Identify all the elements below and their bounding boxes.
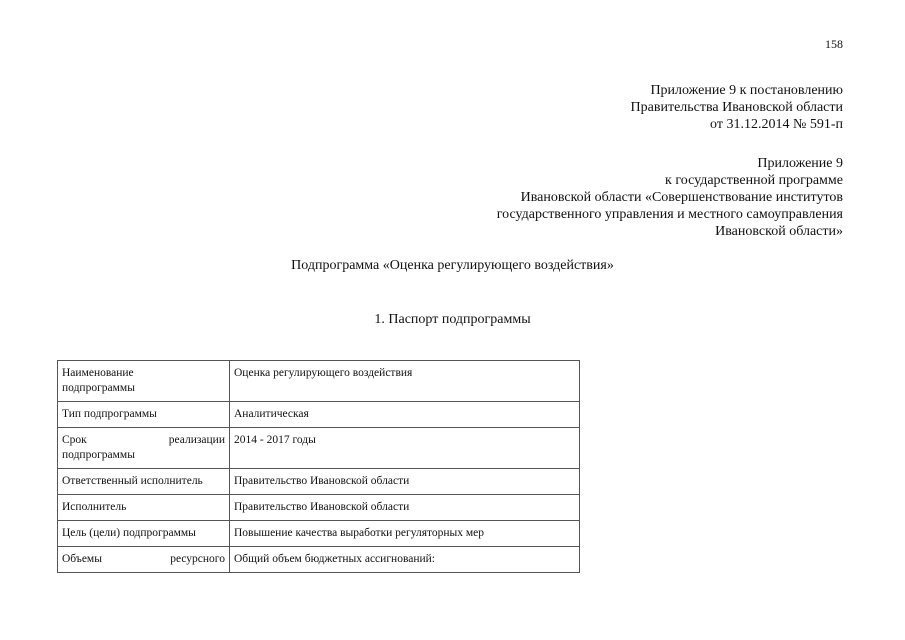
row-value: Повышение качества выработки регуляторных мер xyxy=(230,521,580,547)
appendix-program-line: государственного управления и местного самоуправления xyxy=(496,207,843,222)
row-value: 2014 - 2017 годы xyxy=(230,428,580,469)
row-label: Тип подпрограммы xyxy=(58,402,230,428)
appendix-program-line: Ивановской области «Совершенствование институтов xyxy=(520,190,843,205)
row-value: Правительство Ивановской области xyxy=(230,495,580,521)
row-value: Общий объем бюджетных ассигнований: xyxy=(230,547,580,573)
row-label: Исполнитель xyxy=(58,495,230,521)
row-label-line: Срок реализации xyxy=(62,434,225,446)
appendix-decree-line: Правительства Ивановской области xyxy=(630,100,843,115)
passport-table xyxy=(57,360,580,573)
row-value: Аналитическая xyxy=(230,402,580,428)
section-title: 1. Паспорт подпрограммы xyxy=(374,312,531,327)
table-row xyxy=(58,402,580,428)
row-label-line: подпрограммы xyxy=(62,382,135,394)
table-row xyxy=(58,361,580,402)
row-label: Цель (цели) подпрограммы xyxy=(58,521,230,547)
subprogram-title: Подпрограмма «Оценка регулирующего воздействия» xyxy=(291,258,614,273)
row-label: Объемы ресурсного xyxy=(58,547,230,573)
appendix-program-line: к государственной программе xyxy=(665,173,843,188)
appendix-decree-line: от 31.12.2014 № 591-п xyxy=(710,117,843,132)
appendix-decree-header xyxy=(631,82,843,133)
row-value: Правительство Ивановской области xyxy=(230,469,580,495)
table-row xyxy=(58,521,580,547)
page-number: 158 xyxy=(825,37,843,51)
table-row xyxy=(58,547,580,573)
table-row xyxy=(58,495,580,521)
table-row xyxy=(58,428,580,469)
table-row xyxy=(58,469,580,495)
appendix-program-line: Ивановской области» xyxy=(715,224,843,239)
row-label-line: Наименование xyxy=(62,367,134,379)
appendix-decree-line: Приложение 9 к постановлению xyxy=(650,83,843,98)
row-label xyxy=(58,361,230,402)
appendix-program-line: Приложение 9 xyxy=(757,156,843,171)
row-label xyxy=(58,428,230,469)
appendix-program-header xyxy=(497,155,843,240)
row-value: Оценка регулирующего воздействия xyxy=(230,361,580,402)
row-label: Ответственный исполнитель xyxy=(58,469,230,495)
row-label-line: подпрограммы xyxy=(62,449,135,461)
